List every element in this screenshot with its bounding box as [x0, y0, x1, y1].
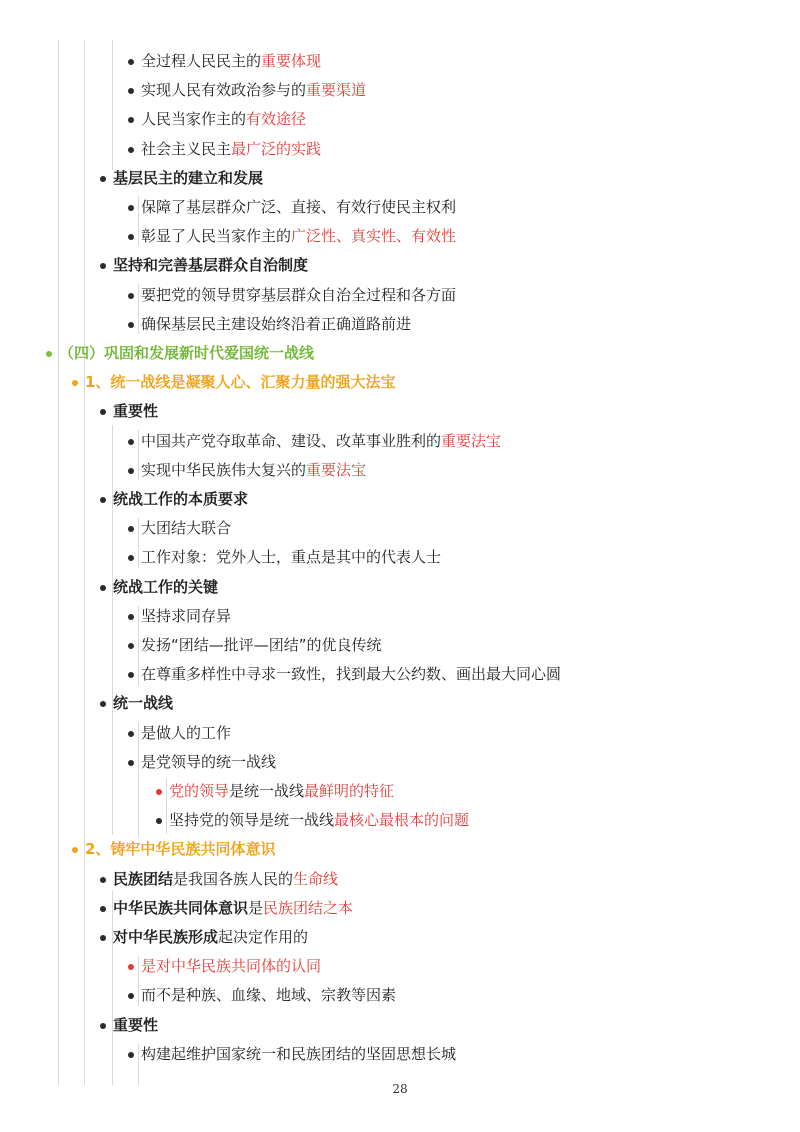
outline-item: [0, 251, 800, 280]
outline-item: [0, 368, 800, 397]
text-segment: 统战工作的本质要求: [113, 490, 249, 508]
outline-item-text: [113, 485, 248, 514]
text-segment: 中华民族共同体意识: [113, 898, 249, 917]
outline-item: [0, 514, 800, 543]
outline-item: [0, 631, 800, 660]
outline-item: [0, 660, 800, 689]
highlight-text: 最广泛的实践: [231, 139, 322, 158]
text-segment: 人民当家作主的: [141, 110, 247, 129]
text-segment: 而不是种族、血缘、地域、宗教等因素: [141, 986, 397, 1005]
outline-item: [0, 543, 800, 572]
highlight-text: 民族团结之本: [263, 898, 354, 917]
outline-item-text: [85, 835, 275, 864]
bullet-icon: [128, 526, 134, 532]
highlight-text: 重要体现: [261, 52, 322, 70]
outline-item-text: [113, 894, 353, 923]
text-segment: 是我国各族人民的: [173, 869, 294, 888]
bullet-icon: [72, 847, 78, 853]
outline-item-text: [141, 981, 396, 1010]
outline-item-text: [169, 777, 394, 806]
outline-item-text: [141, 105, 306, 134]
outline-item-text: [141, 1040, 456, 1069]
outline-item: [0, 748, 800, 777]
text-segment: 实现人民有效政治参与的: [141, 81, 307, 100]
highlight-text: 有效途径: [246, 110, 307, 129]
bullet-icon: [128, 614, 134, 620]
bullet-icon: [72, 380, 78, 386]
page-number: 28: [392, 1082, 408, 1096]
bullet-icon: [46, 351, 52, 357]
outline-item: [0, 865, 800, 894]
outline-item-text: [141, 193, 456, 222]
bullet-icon: [100, 935, 106, 941]
bullet-icon: [128, 234, 134, 240]
text-segment: 坚持党的领导是统一战线: [169, 811, 335, 830]
text-segment: 要把党的领导贯穿基层群众自治全过程和各方面: [141, 285, 457, 304]
text-segment: 是做人的工作: [141, 723, 232, 742]
outline-item-text: [113, 251, 308, 280]
text-segment: 全过程人民民主的: [141, 52, 262, 70]
bullet-icon: [100, 176, 106, 182]
text-segment: 起决定作用的: [218, 928, 309, 946]
outline-item-text: [141, 602, 231, 631]
outline-item-text: [141, 748, 276, 777]
outline-item: [0, 689, 800, 718]
outline-item: [0, 164, 800, 193]
bullet-icon: [128, 731, 134, 737]
outline-item: [0, 981, 800, 1010]
text-segment: 1、统一战线是凝聚人心、汇聚力量的强大法宝: [85, 373, 396, 392]
bullet-icon: [100, 263, 106, 269]
outline-item-text: [113, 865, 338, 894]
outline-item: [0, 105, 800, 134]
bullet-icon: [128, 147, 134, 153]
outline-item-text: [59, 339, 314, 368]
outline-item-text: [141, 310, 411, 339]
outline-item: [0, 281, 800, 310]
outline-item-text: [113, 397, 158, 426]
text-segment: 确保基层民主建设始终沿着正确道路前进: [141, 314, 412, 333]
bullet-icon: [128, 468, 134, 474]
bullet-icon: [128, 88, 134, 94]
outline-item: [0, 894, 800, 923]
text-segment: 坚持求同存异: [141, 606, 232, 625]
bullet-icon: [128, 964, 134, 970]
outline-item: [0, 135, 800, 164]
bullet-icon: [128, 993, 134, 999]
outline-item-text: [141, 456, 366, 485]
outline-item: [0, 222, 800, 251]
outline-item-text: [113, 573, 218, 602]
highlight-text: 最鲜明的特征: [304, 782, 395, 800]
bullet-icon: [100, 906, 106, 912]
highlight-text: 广泛性、真实性、有效性: [291, 227, 457, 246]
highlight-text: 党的领导: [169, 782, 230, 800]
text-segment: 中国共产党夺取革命、建设、改革事业胜利的: [141, 431, 442, 450]
bullet-icon: [128, 117, 134, 123]
bullet-icon: [156, 818, 162, 824]
outline-item-text: [141, 719, 231, 748]
outline-item-text: [141, 952, 321, 981]
outline-item: [0, 310, 800, 339]
text-segment: 在尊重多样性中寻求一致性，找到最大公约数、画出最大同心圆: [141, 665, 562, 684]
outline-item: [0, 456, 800, 485]
outline-item: [0, 1040, 800, 1069]
text-segment: 工作对象：党外人士，重点是其中的代表人士: [141, 548, 442, 567]
outline-item-text: [113, 689, 173, 718]
text-segment: 统战工作的关键: [113, 577, 219, 596]
text-segment: 发扬“团结—批评—团结”的优良传统: [141, 636, 382, 654]
outline-item-text: [141, 660, 561, 689]
text-segment: 坚持和完善基层群众自治制度: [113, 256, 309, 275]
outline-item: [0, 835, 800, 864]
bullet-icon: [128, 1052, 134, 1058]
outline-item: [0, 923, 800, 952]
highlight-text: 生命线: [293, 869, 339, 888]
outline-item: [0, 76, 800, 105]
bullet-icon: [100, 1023, 106, 1029]
bullet-icon: [128, 59, 134, 65]
outline-item: [0, 573, 800, 602]
outline-item: [0, 397, 800, 426]
outline-item-text: [141, 76, 366, 105]
highlight-text: 重要渠道: [306, 81, 367, 100]
highlight-text: 最核心最根本的问题: [334, 811, 470, 830]
highlight-text: 重要法宝: [441, 431, 502, 450]
bullet-icon: [128, 555, 134, 561]
outline-item: [0, 47, 800, 76]
text-segment: 构建起维护国家统一和民族团结的坚固思想长城: [141, 1044, 457, 1063]
bullet-icon: [100, 497, 106, 503]
bullet-icon: [100, 409, 106, 415]
bullet-icon: [128, 672, 134, 678]
text-segment: 是: [248, 898, 264, 917]
highlight-text: 重要法宝: [306, 460, 367, 479]
bullet-icon: [156, 789, 162, 795]
bullet-icon: [100, 701, 106, 707]
text-segment: （四）巩固和发展新时代爱国统一战线: [59, 344, 315, 362]
outline-item: [0, 339, 800, 368]
text-segment: 重要性: [113, 1015, 159, 1034]
outline-item: [0, 719, 800, 748]
outline-item: [0, 1011, 800, 1040]
outline-item: [0, 952, 800, 981]
outline-item: [0, 777, 800, 806]
outline-item-text: [141, 281, 456, 310]
text-segment: 社会主义民主: [141, 139, 232, 158]
outline-item-text: [113, 164, 263, 193]
outline-item-text: [85, 368, 395, 397]
outline-item-text: [169, 806, 469, 835]
text-segment: 对中华民族形成: [113, 928, 219, 946]
outline-item: [0, 193, 800, 222]
outline-item: [0, 602, 800, 631]
bullet-icon: [128, 643, 134, 649]
outline-item-text: [141, 47, 321, 76]
text-segment: 基层民主的建立和发展: [113, 168, 264, 187]
text-segment: 是党领导的统一战线: [141, 752, 277, 771]
text-segment: 2、铸牢中华民族共同体意识: [85, 840, 276, 859]
outline-item: [0, 485, 800, 514]
bullet-icon: [100, 585, 106, 591]
text-segment: 保障了基层群众广泛、直接、有效行使民主权利: [141, 198, 457, 216]
text-segment: 是统一战线: [229, 782, 305, 800]
outline-item-text: [141, 427, 501, 456]
text-segment: 彰显了人民当家作主的: [141, 227, 292, 246]
bullet-icon: [100, 877, 106, 883]
outline-item-text: [141, 135, 321, 164]
text-segment: 民族团结: [113, 869, 174, 888]
text-segment: 重要性: [113, 402, 159, 421]
outline-item-text: [113, 1011, 158, 1040]
bullet-icon: [128, 293, 134, 299]
outline-item-text: [141, 631, 382, 660]
outline-item: [0, 806, 800, 835]
text-segment: 实现中华民族伟大复兴的: [141, 460, 307, 479]
outline-item-text: [113, 923, 308, 952]
outline-item-text: [141, 543, 441, 572]
text-segment: 统一战线: [113, 694, 174, 713]
text-segment: 大团结大联合: [141, 519, 232, 538]
highlight-text: 是对中华民族共同体的认同: [141, 957, 322, 976]
bullet-icon: [128, 322, 134, 328]
outline-item-text: [141, 514, 231, 543]
outline-item: [0, 427, 800, 456]
bullet-icon: [128, 439, 134, 445]
bullet-icon: [128, 760, 134, 766]
outline-item-text: [141, 222, 456, 251]
bullet-icon: [128, 205, 134, 211]
